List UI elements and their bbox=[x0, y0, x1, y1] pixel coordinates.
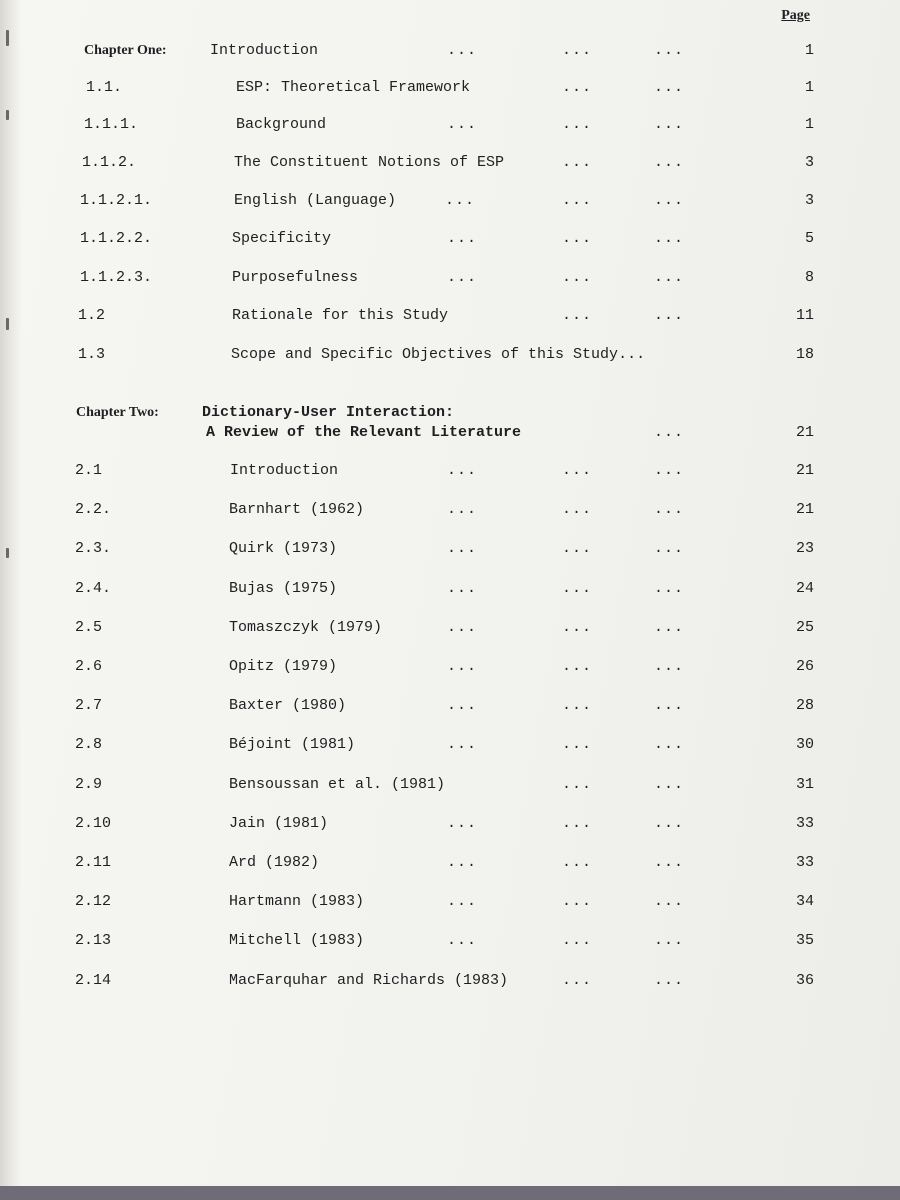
entry-number: 2.7 bbox=[75, 697, 103, 714]
toc-entry bbox=[0, 813, 900, 835]
leader-dots: ... bbox=[445, 192, 476, 209]
leader-dots: ... bbox=[654, 776, 685, 793]
toc-entry bbox=[0, 695, 900, 717]
leader-dots: ... bbox=[562, 619, 593, 636]
chapter-two-heading bbox=[0, 402, 900, 424]
entry-title: Barnhart (1962) bbox=[229, 501, 365, 518]
toc-entry bbox=[0, 852, 900, 874]
entry-title: Rationale for this Study bbox=[232, 307, 449, 324]
entry-number: 1.1.2.2. bbox=[80, 230, 153, 247]
entry-page: 26 bbox=[795, 658, 814, 675]
leader-dots: ... bbox=[654, 580, 685, 597]
entry-title: Mitchell (1983) bbox=[229, 932, 365, 949]
chapter-one-heading bbox=[0, 40, 900, 62]
entry-number: 1.1.2. bbox=[82, 154, 137, 171]
entry-number: 1.1.1. bbox=[84, 116, 139, 133]
leader-dots: ... bbox=[654, 736, 685, 753]
entry-page: 25 bbox=[795, 619, 814, 636]
entry-title: Baxter (1980) bbox=[229, 697, 347, 714]
toc-entry bbox=[0, 734, 900, 756]
leader-dots: ... bbox=[618, 346, 646, 363]
leader-dots: ... bbox=[562, 269, 593, 286]
leader-dots: ... bbox=[562, 501, 593, 518]
leader-dots: ... bbox=[447, 116, 478, 133]
toc-entry bbox=[0, 656, 900, 678]
leader-dots: ... bbox=[562, 154, 593, 171]
leader-dots: ... bbox=[447, 540, 478, 557]
leader-dots: ... bbox=[447, 269, 478, 286]
entry-number: 2.1 bbox=[75, 462, 103, 479]
leader-dots: ... bbox=[447, 815, 478, 832]
leader-dots: ... bbox=[654, 192, 685, 209]
leader-dots: ... bbox=[562, 116, 593, 133]
entry-page: 34 bbox=[795, 893, 814, 910]
entry-page: 3 bbox=[804, 154, 814, 171]
entry-title: Specificity bbox=[232, 230, 332, 247]
toc-entry bbox=[0, 228, 900, 250]
leader-dots: ... bbox=[447, 658, 478, 675]
entry-page: 33 bbox=[795, 815, 814, 832]
entry-title: Tomaszczyk (1979) bbox=[229, 619, 383, 636]
leader-dots: ... bbox=[654, 307, 685, 324]
leader-dots: ... bbox=[447, 501, 478, 518]
chapter-two-title-line1: Dictionary-User Interaction: bbox=[202, 404, 455, 421]
leader-dots: ... bbox=[562, 697, 593, 714]
entry-page: 1 bbox=[804, 116, 814, 133]
toc-entry bbox=[0, 578, 900, 600]
leader-dots: ... bbox=[654, 269, 685, 286]
leader-dots: ... bbox=[447, 736, 478, 753]
entry-title: Jain (1981) bbox=[229, 815, 329, 832]
leader-dots: ... bbox=[447, 580, 478, 597]
entry-number: 1.1.2.3. bbox=[80, 269, 153, 286]
leader-dots: ... bbox=[654, 116, 685, 133]
entry-title: ESP: Theoretical Framework bbox=[236, 79, 471, 96]
leader-dots: ... bbox=[447, 462, 478, 479]
entry-number: 2.2. bbox=[75, 501, 112, 518]
entry-page: 3 bbox=[804, 192, 814, 209]
leader-dots: ... bbox=[654, 230, 685, 247]
chapter-one-title: Introduction bbox=[210, 42, 319, 59]
leader-dots: ... bbox=[447, 932, 478, 949]
leader-dots: ... bbox=[654, 154, 685, 171]
entry-title: Background bbox=[236, 116, 327, 133]
entry-page: 18 bbox=[795, 346, 814, 363]
leader-dots: ... bbox=[562, 854, 593, 871]
leader-dots: ... bbox=[562, 815, 593, 832]
entry-number: 1.2 bbox=[78, 307, 106, 324]
leader-dots: ... bbox=[654, 972, 685, 989]
leader-dots: ... bbox=[562, 307, 593, 324]
entry-number: 2.5 bbox=[75, 619, 103, 636]
toc-entry bbox=[0, 305, 900, 327]
entry-page: 5 bbox=[804, 230, 814, 247]
entry-page: 33 bbox=[795, 854, 814, 871]
leader-dots: ... bbox=[447, 854, 478, 871]
leader-dots: ... bbox=[562, 42, 593, 59]
entry-title: Bensoussan et al. (1981) bbox=[229, 776, 446, 793]
entry-page: 30 bbox=[795, 736, 814, 753]
toc-entry bbox=[0, 970, 900, 992]
chapter-one-page: 1 bbox=[804, 42, 814, 59]
entry-title: Bujas (1975) bbox=[229, 580, 338, 597]
leader-dots: ... bbox=[654, 540, 685, 557]
toc-entry bbox=[0, 344, 900, 366]
leader-dots: ... bbox=[654, 815, 685, 832]
leader-dots: ... bbox=[562, 79, 593, 96]
entry-page: 28 bbox=[795, 697, 814, 714]
leader-dots: ... bbox=[654, 658, 685, 675]
leader-dots: ... bbox=[654, 424, 685, 441]
entry-number: 2.13 bbox=[75, 932, 112, 949]
leader-dots: ... bbox=[654, 79, 685, 96]
toc-entry bbox=[0, 152, 900, 174]
entry-number: 2.8 bbox=[75, 736, 103, 753]
leader-dots: ... bbox=[447, 42, 478, 59]
leader-dots: ... bbox=[562, 932, 593, 949]
entry-number: 2.10 bbox=[75, 815, 112, 832]
leader-dots: ... bbox=[447, 230, 478, 247]
page-column-heading: Page bbox=[781, 8, 810, 23]
entry-page: 11 bbox=[795, 307, 814, 324]
entry-title: Quirk (1973) bbox=[229, 540, 338, 557]
entry-page: 21 bbox=[795, 501, 814, 518]
chapter-two-title-line2: A Review of the Relevant Literature bbox=[206, 424, 522, 441]
entry-number: 2.9 bbox=[75, 776, 103, 793]
leader-dots: ... bbox=[562, 192, 593, 209]
entry-title: Hartmann (1983) bbox=[229, 893, 365, 910]
leader-dots: ... bbox=[562, 776, 593, 793]
toc-entry bbox=[0, 499, 900, 521]
entry-number: 2.3. bbox=[75, 540, 112, 557]
leader-dots: ... bbox=[447, 619, 478, 636]
entry-title: Opitz (1979) bbox=[229, 658, 338, 675]
entry-page: 31 bbox=[795, 776, 814, 793]
entry-title: Introduction bbox=[230, 462, 339, 479]
toc-entry bbox=[0, 77, 900, 99]
entry-number: 1.1.2.1. bbox=[80, 192, 153, 209]
leader-dots: ... bbox=[447, 697, 478, 714]
leader-dots: ... bbox=[654, 854, 685, 871]
chapter-two-page: 21 bbox=[795, 424, 814, 441]
entry-number: 2.4. bbox=[75, 580, 112, 597]
entry-page: 8 bbox=[804, 269, 814, 286]
leader-dots: ... bbox=[562, 972, 593, 989]
entry-number: 2.11 bbox=[75, 854, 112, 871]
entry-title: MacFarquhar and Richards (1983) bbox=[229, 972, 509, 989]
entry-number: 1.3 bbox=[78, 346, 106, 363]
entry-page: 23 bbox=[795, 540, 814, 557]
toc-entry bbox=[0, 774, 900, 796]
entry-title: The Constituent Notions of ESP bbox=[234, 154, 505, 171]
toc-entry bbox=[0, 891, 900, 913]
entry-number: 1.1. bbox=[86, 79, 123, 96]
toc-entry bbox=[0, 538, 900, 560]
leader-dots: ... bbox=[654, 932, 685, 949]
leader-dots: ... bbox=[654, 501, 685, 518]
entry-number: 2.14 bbox=[75, 972, 112, 989]
toc-entry bbox=[0, 114, 900, 136]
leader-dots: ... bbox=[562, 540, 593, 557]
entry-title: English (Language) bbox=[234, 192, 397, 209]
toc-entry bbox=[0, 460, 900, 482]
leader-dots: ... bbox=[562, 462, 593, 479]
leader-dots: ... bbox=[562, 230, 593, 247]
entry-number: 2.6 bbox=[75, 658, 103, 675]
leader-dots: ... bbox=[447, 893, 478, 910]
entry-title: Béjoint (1981) bbox=[229, 736, 356, 753]
toc-entry bbox=[0, 267, 900, 289]
chapter-one-label: Chapter One: bbox=[84, 43, 167, 58]
leader-dots: ... bbox=[654, 893, 685, 910]
toc-entry bbox=[0, 617, 900, 639]
leader-dots: ... bbox=[562, 736, 593, 753]
toc-entry bbox=[0, 930, 900, 952]
entry-title: Purposefulness bbox=[232, 269, 359, 286]
entry-page: 24 bbox=[795, 580, 814, 597]
leader-dots: ... bbox=[654, 462, 685, 479]
leader-dots: ... bbox=[562, 580, 593, 597]
entry-page: 36 bbox=[795, 972, 814, 989]
leader-dots: ... bbox=[562, 658, 593, 675]
entry-title: Scope and Specific Objectives of this Study... bbox=[231, 346, 646, 363]
chapter-two-label: Chapter Two: bbox=[76, 405, 159, 420]
toc-entry bbox=[0, 190, 900, 212]
chapter-two-heading-line2 bbox=[0, 422, 900, 444]
leader-dots: ... bbox=[654, 42, 685, 59]
leader-dots: ... bbox=[654, 697, 685, 714]
entry-page: 21 bbox=[795, 462, 814, 479]
entry-number: 2.12 bbox=[75, 893, 112, 910]
leader-dots: ... bbox=[654, 619, 685, 636]
entry-page: 1 bbox=[804, 79, 814, 96]
entry-title: Ard (1982) bbox=[229, 854, 320, 871]
entry-page: 35 bbox=[795, 932, 814, 949]
leader-dots: ... bbox=[562, 893, 593, 910]
